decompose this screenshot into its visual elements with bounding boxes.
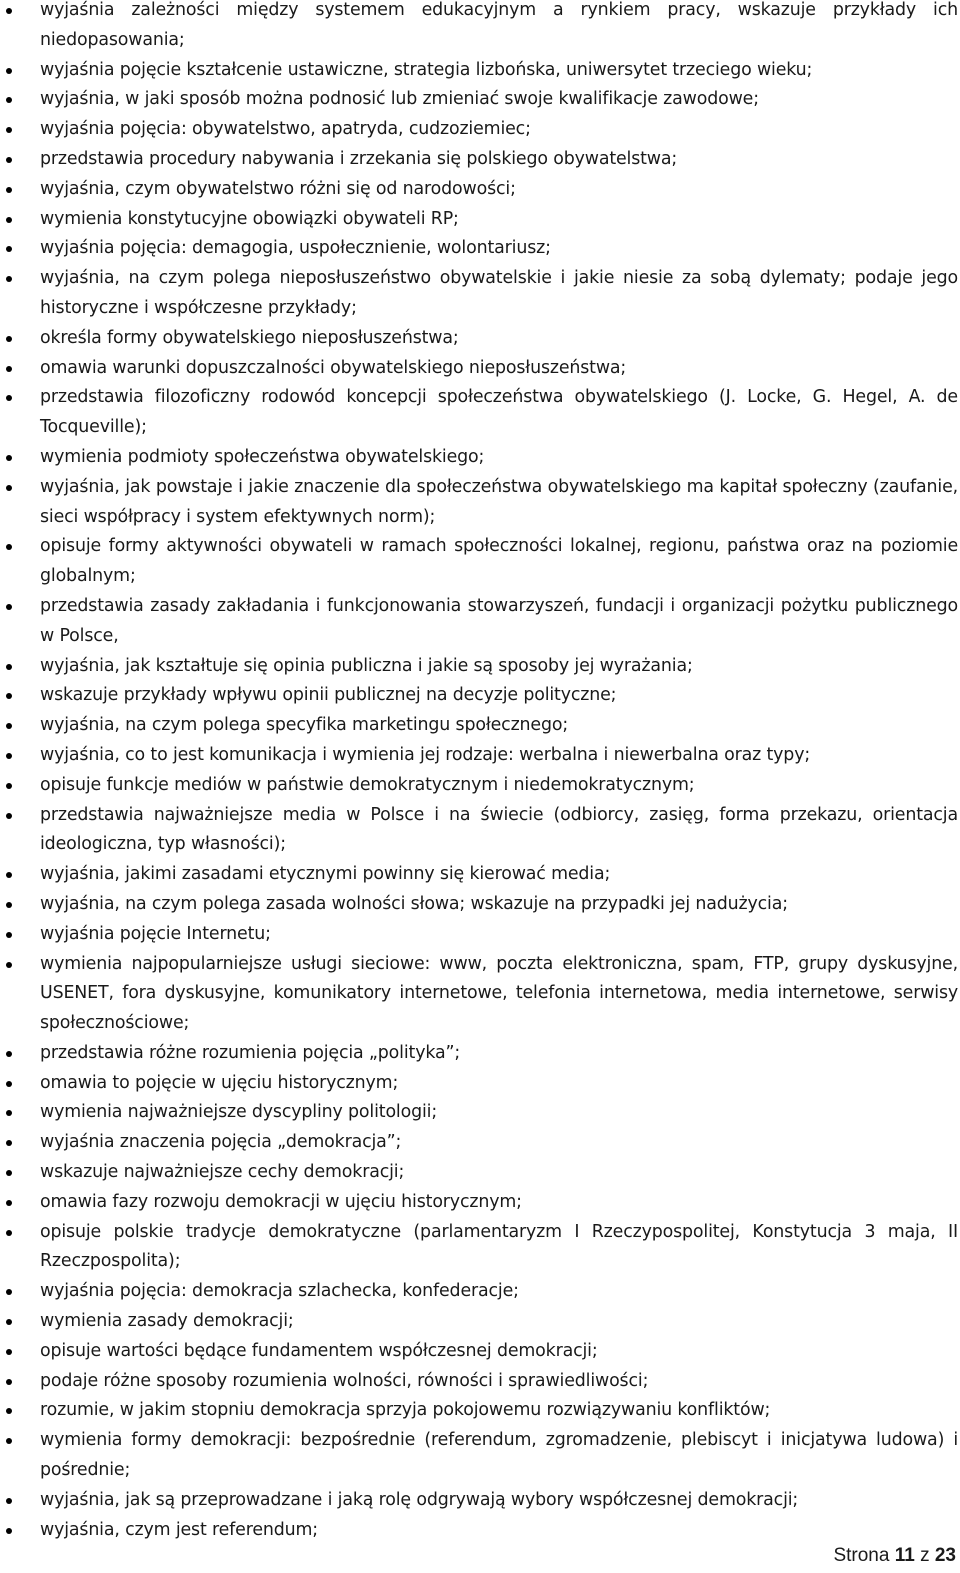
list-item: opisuje funkcje mediów w państwie demokratycznym i niedemokratycznym; xyxy=(0,771,960,801)
list-item: wyjaśnia pojęcia: obywatelstwo, apatryda, cudzoziemiec; xyxy=(0,115,960,145)
list-item: wyjaśnia, na czym polega zasada wolności słowa; wskazuje na przypadki jej nadużycia; xyxy=(0,890,960,920)
list-item: opisuje wartości będące fundamentem współczesnej demokracji; xyxy=(0,1337,960,1367)
total-pages-number: 23 xyxy=(934,1545,956,1566)
list-item: wymienia zasady demokracji; xyxy=(0,1307,960,1337)
page-label: Strona xyxy=(833,1545,890,1566)
list-item: przedstawia najważniejsze media w Polsce i na świecie (odbiorcy, zasięg, forma przekazu, orientacja ideologiczna, typ własności); xyxy=(0,801,960,861)
page-number-footer xyxy=(833,1544,956,1568)
list-item: wyjaśnia pojęcia: demagogia, uspołecznienie, wolontariusz; xyxy=(0,234,960,264)
list-item: wyjaśnia, czym obywatelstwo różni się od narodowości; xyxy=(0,175,960,205)
list-item: przedstawia różne rozumienia pojęcia „polityka”; xyxy=(0,1039,960,1069)
list-item: podaje różne sposoby rozumienia wolności, równości i sprawiedliwości; xyxy=(0,1367,960,1397)
list-item: przedstawia filozoficzny rodowód koncepcji społeczeństwa obywatelskiego (J. Locke, G. Hegel, A. de Tocqueville); xyxy=(0,383,960,443)
list-item: wyjaśnia, jak kształtuje się opinia publiczna i jakie są sposoby jej wyrażania; xyxy=(0,652,960,682)
list-item: wyjaśnia, jak są przeprowadzane i jaką rolę odgrywają wybory współczesnej demokracji; xyxy=(0,1486,960,1516)
list-item: wskazuje najważniejsze cechy demokracji; xyxy=(0,1158,960,1188)
list-item: wskazuje przykłady wpływu opinii publicznej na decyzje polityczne; xyxy=(0,681,960,711)
list-item: wyjaśnia, w jaki sposób można podnosić lub zmieniać swoje kwalifikacje zawodowe; xyxy=(0,85,960,115)
list-item: wyjaśnia, jakimi zasadami etycznymi powinny się kierować media; xyxy=(0,860,960,890)
list-item: wyjaśnia pojęcie kształcenie ustawiczne, strategia lizbońska, uniwersytet trzeciego wieku; xyxy=(0,56,960,86)
list-item: wyjaśnia, jak powstaje i jakie znaczenie dla społeczeństwa obywatelskiego ma kapitał społeczny (zaufanie, sieci współpracy i system efektywnych norm); xyxy=(0,473,960,533)
current-page-number: 11 xyxy=(894,1545,915,1566)
list-item: wymienia formy demokracji: bezpośrednie (referendum, zgromadzenie, plebiscyt i inicjatywa ludowa) i pośrednie; xyxy=(0,1426,960,1486)
list-item: wyjaśnia pojęcie Internetu; xyxy=(0,920,960,950)
list-item: wymienia najważniejsze dyscypliny politologii; xyxy=(0,1098,960,1128)
list-item: wyjaśnia, czym jest referendum; xyxy=(0,1516,960,1546)
list-item: omawia warunki dopuszczalności obywatelskiego nieposłuszeństwa; xyxy=(0,354,960,384)
list-item: wymienia konstytucyjne obowiązki obywateli RP; xyxy=(0,205,960,235)
list-item: rozumie, w jakim stopniu demokracja sprzyja pokojowemu rozwiązywaniu konfliktów; xyxy=(0,1396,960,1426)
list-item: wyjaśnia, na czym polega specyfika marketingu społecznego; xyxy=(0,711,960,741)
list-item: wymienia najpopularniejsze usługi sieciowe: www, poczta elektroniczna, spam, FTP, grupy dyskusyjne, USENET, fora dyskusyjne, komunikatory internetowe, telefonia internetowa, media internetowe, serwisy społecznościowe; xyxy=(0,950,960,1039)
list-item: wyjaśnia znaczenia pojęcia „demokracja”; xyxy=(0,1128,960,1158)
list-item: określa formy obywatelskiego nieposłuszeństwa; xyxy=(0,324,960,354)
list-item: omawia fazy rozwoju demokracji w ujęciu historycznym; xyxy=(0,1188,960,1218)
list-item: wyjaśnia, co to jest komunikacja i wymienia jej rodzaje: werbalna i niewerbalna oraz typy; xyxy=(0,741,960,771)
list-item: wymienia podmioty społeczeństwa obywatelskiego; xyxy=(0,443,960,473)
list-item: wyjaśnia pojęcia: demokracja szlachecka, konfederacje; xyxy=(0,1277,960,1307)
list-item: omawia to pojęcie w ujęciu historycznym; xyxy=(0,1069,960,1099)
list-item: wyjaśnia, na czym polega nieposłuszeństwo obywatelskie i jakie niesie za sobą dylematy; podaje jego historyczne i współczesne przykłady; xyxy=(0,264,960,324)
list-item: opisuje formy aktywności obywateli w ramach społeczności lokalnej, regionu, państwa oraz na poziomie globalnym; xyxy=(0,532,960,592)
list-item: przedstawia zasady zakładania i funkcjonowania stowarzyszeń, fundacji i organizacji pożytku publicznego w Polsce, xyxy=(0,592,960,652)
list-item: przedstawia procedury nabywania i zrzekania się polskiego obywatelstwa; xyxy=(0,145,960,175)
list-item: wyjaśnia zależności między systemem edukacyjnym a rynkiem pracy, wskazuje przykłady ich niedopasowania; xyxy=(0,0,960,56)
page-separator: z xyxy=(920,1545,930,1566)
list-item: opisuje polskie tradycje demokratyczne (parlamentaryzm I Rzeczypospolitej, Konstytucja 3 maja, II Rzeczpospolita); xyxy=(0,1218,960,1278)
